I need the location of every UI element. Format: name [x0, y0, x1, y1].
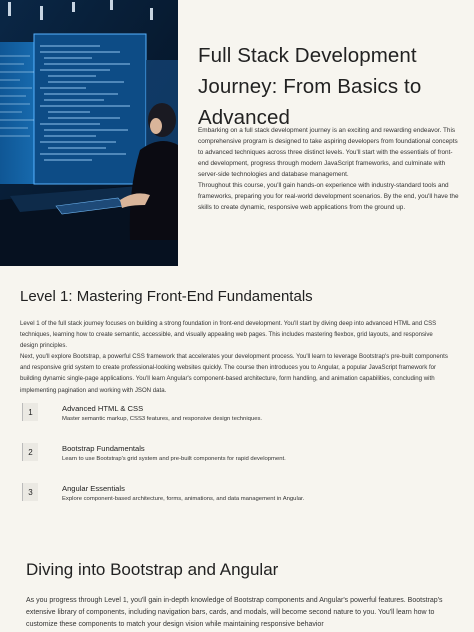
intro-paragraph: Throughout this course, you'll gain hands-on experience with industry-standard tools and frameworks, preparing you for real-world development scenarios. By the end, you'll have the skills to create dynamic, responsive web applications from the ground up. [198, 182, 459, 211]
step-description: Explore component-based architecture, forms, animations, and data management in Angular. [62, 496, 305, 502]
level1-heading: Level 1: Mastering Front-End Fundamentals [20, 288, 313, 305]
step-description: Learn to use Bootstrap's grid system and pre-built components for rapid development. [62, 456, 286, 462]
step-title: Advanced HTML & CSS [62, 404, 144, 413]
step-number: 2 [22, 443, 38, 461]
intro-text [198, 125, 460, 213]
step-title: Angular Essentials [62, 484, 125, 493]
step-number: 1 [22, 403, 38, 421]
level1-text [20, 318, 450, 396]
list-item [22, 438, 452, 478]
page-title: Full Stack Development Journey: From Basics to Advanced [198, 44, 422, 129]
step-list [22, 398, 452, 518]
intro-paragraph: Embarking on a full stack development journey is an exciting and rewarding endeavor. This comprehensive program is designed to take aspiring developers from foundational concepts to advanced techniques across three distinct levels. You'll start with the essentials of front-end development, progress through modern JavaScript frameworks, and culminate with server-side technologies and database management. [198, 127, 458, 178]
section-paragraph: As you progress through Level 1, you'll gain in-depth knowledge of Bootstrap components and Angular's powerful features. Bootstrap's extensive library of components, including navigation bars, cards, and modals, will become second nature to you. You'll learn how to customize these components to match your design vision while maintaining responsive behavior [26, 597, 443, 628]
hero-image [0, 0, 178, 266]
level1-paragraph: Level 1 of the full stack journey focuses on building a strong foundation in front-end development. You'll start by diving deep into advanced HTML and CSS techniques, learning how to create semantic, accessible, and visually appealing web pages. This includes mastering flexbox, grid layouts, and responsive design principles. [20, 320, 437, 350]
list-item [22, 398, 452, 438]
level1-paragraph: Next, you'll explore Bootstrap, a powerful CSS framework that accelerates your development process. You'll learn to leverage Bootstrap's pre-built components and responsive grid system to create professional-looking websites quickly. The course then introduces you to Angular, a popular JavaScript framework for building dynamic single-page applications. You'll learn Angular's component-based architecture, form handling, and animation capabilities, concluding with implementing pagination and working with JSON data. [20, 353, 448, 394]
step-title: Bootstrap Fundamentals [62, 444, 145, 453]
step-description: Master semantic markup, CSS3 features, and responsive design techniques. [62, 416, 263, 422]
list-item [22, 478, 452, 518]
section-heading: Diving into Bootstrap and Angular [26, 560, 279, 579]
step-number: 3 [22, 483, 38, 501]
